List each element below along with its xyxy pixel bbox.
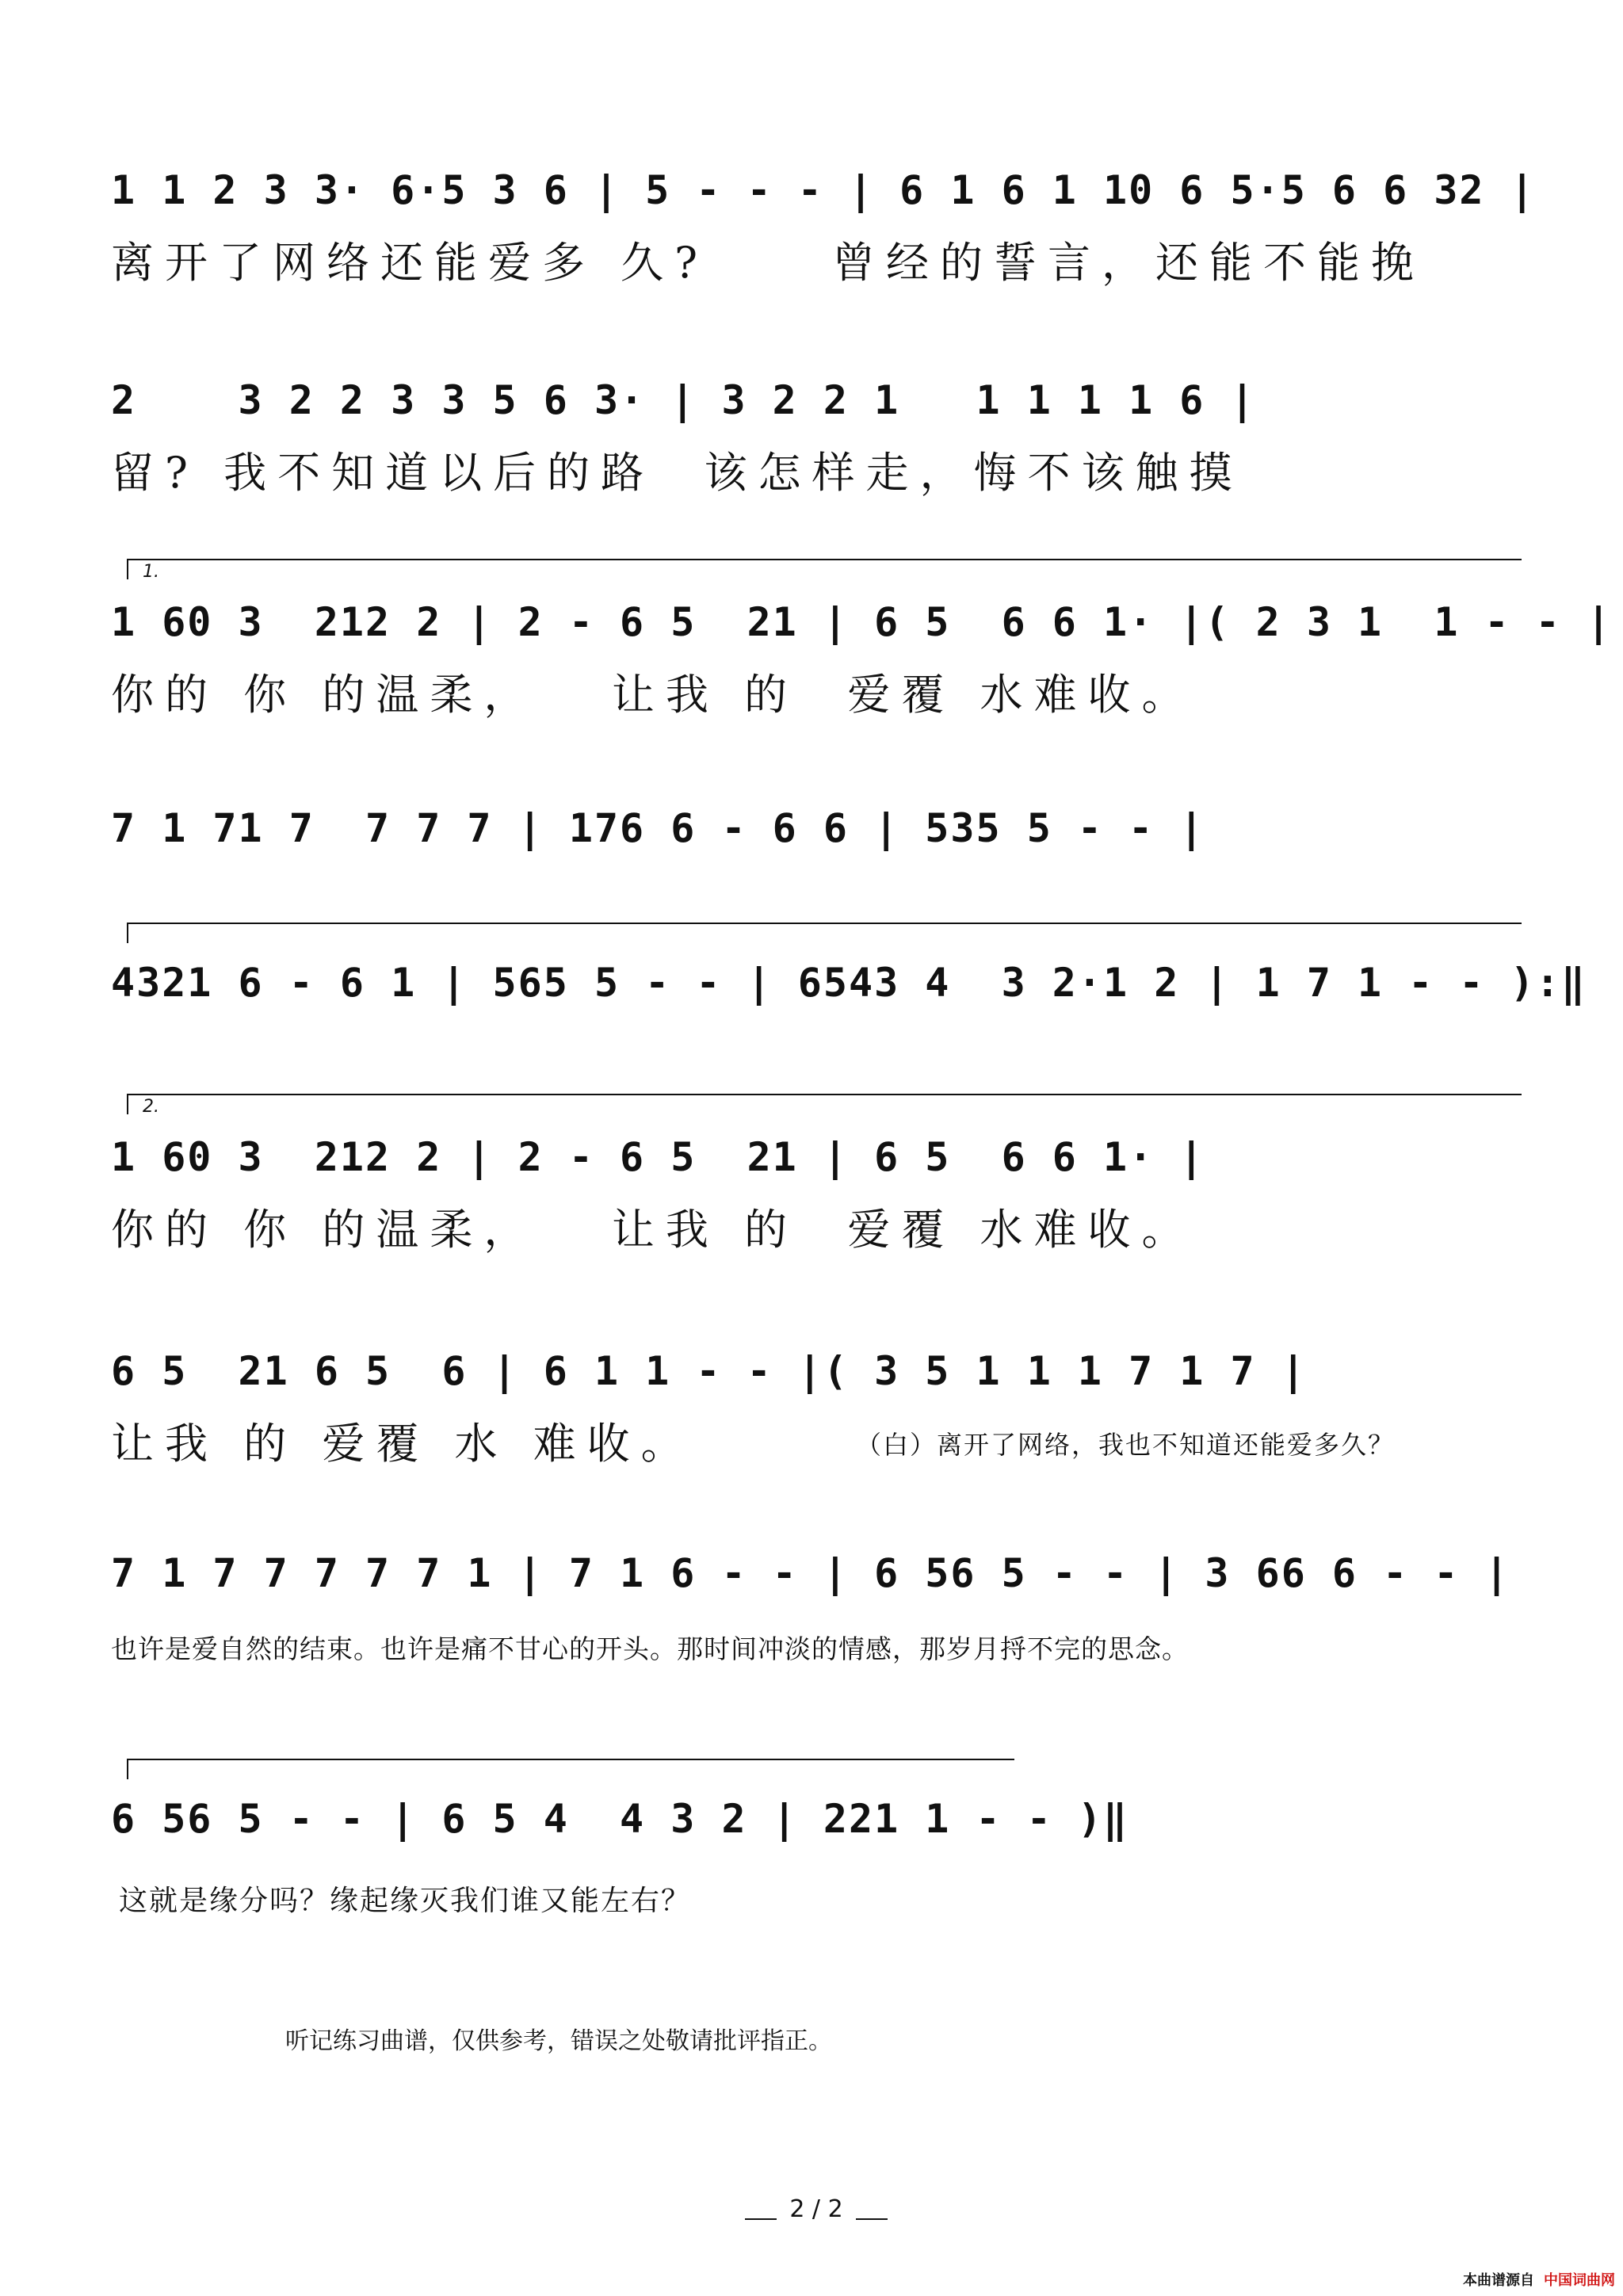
spoken-line-1: （白）离开了网络，我也不知道还能爱多久？ [856, 1430, 1396, 1460]
section-bracket [127, 923, 1522, 943]
spoken-line-3: 这就是缘分吗？缘起缘灭我们谁又能左右？ [119, 1885, 692, 1917]
notation-line: 7 1 71 7 7 7 7 | 176 6 - 6 6 | 535 5 - - | [111, 805, 1205, 851]
notation-line: 6 5 21 6 5 6 | 6 1 1 - - |( 3 5 1 1 1 7 1 7 | [111, 1348, 1307, 1394]
lyric-line: 让我 的 爱覆 水 难收。 [111, 1418, 695, 1469]
notation-line: 1 1 2 3 3· 6·5 3 6 | 5 - - - | 6 1 6 1 10 6 5·5 6 6 32 | [111, 167, 1536, 213]
source-watermark [1463, 2269, 1615, 2290]
notation-line: 6 56 5 - - | 6 5 4 4 3 2 | 221 1 - - )‖ [111, 1796, 1129, 1842]
volta-label: 2. [143, 1097, 159, 1117]
lyric-line: 你的 你 的温柔， 让我 的 爱覆 水难收。 [111, 1204, 1196, 1255]
watermark-source-text: 本曲谱源自 [1463, 2272, 1534, 2289]
lyric-line: 留? 我不知道以后的路 该怎样走，悔不该触摸 [111, 447, 1243, 498]
notation-line: 7 1 7 7 7 7 7 1 | 7 1 6 - - | 6 56 5 - - | 3 66 6 - - | [111, 1550, 1510, 1596]
notation-line: 1 60 3 212 2 | 2 - 6 5 21 | 6 5 6 6 1· |( 2 3 1 1 - - | [111, 599, 1613, 645]
volta-label: 1. [143, 562, 159, 582]
transcription-note: 听记练习曲谱，仅供参考，错误之处敬请批评指正。 [285, 2027, 832, 2055]
lyric-line: 你的 你 的温柔， 让我 的 爱覆 水难收。 [111, 669, 1196, 720]
second-ending-bracket [127, 1094, 1522, 1117]
first-ending-bracket [127, 559, 1522, 582]
watermark-site-name: 中国词曲网 [1544, 2272, 1615, 2289]
notation-line: 1 60 3 212 2 | 2 - 6 5 21 | 6 5 6 6 1· | [111, 1134, 1205, 1180]
notation-line: 4321 6 - 6 1 | 565 5 - - | 6543 4 3 2·1 2 | 1 7 1 - - ):‖ [111, 960, 1587, 1006]
spoken-line-2: 也许是爱自然的结束。也许是痛不甘心的开头。那时间冲淡的情感，那岁月捋不完的思念。 [111, 1633, 1189, 1664]
lyric-line: 离开了网络还能爱多 久? 曾经的誓言，还能不能挽 [111, 237, 1425, 288]
section-bracket [127, 1759, 1014, 1779]
notation-line: 2 3 2 2 3 3 5 6 3· | 3 2 2 1 1 1 1 1 6 | [111, 377, 1256, 423]
page-number: 2 / 2 [753, 2195, 880, 2223]
